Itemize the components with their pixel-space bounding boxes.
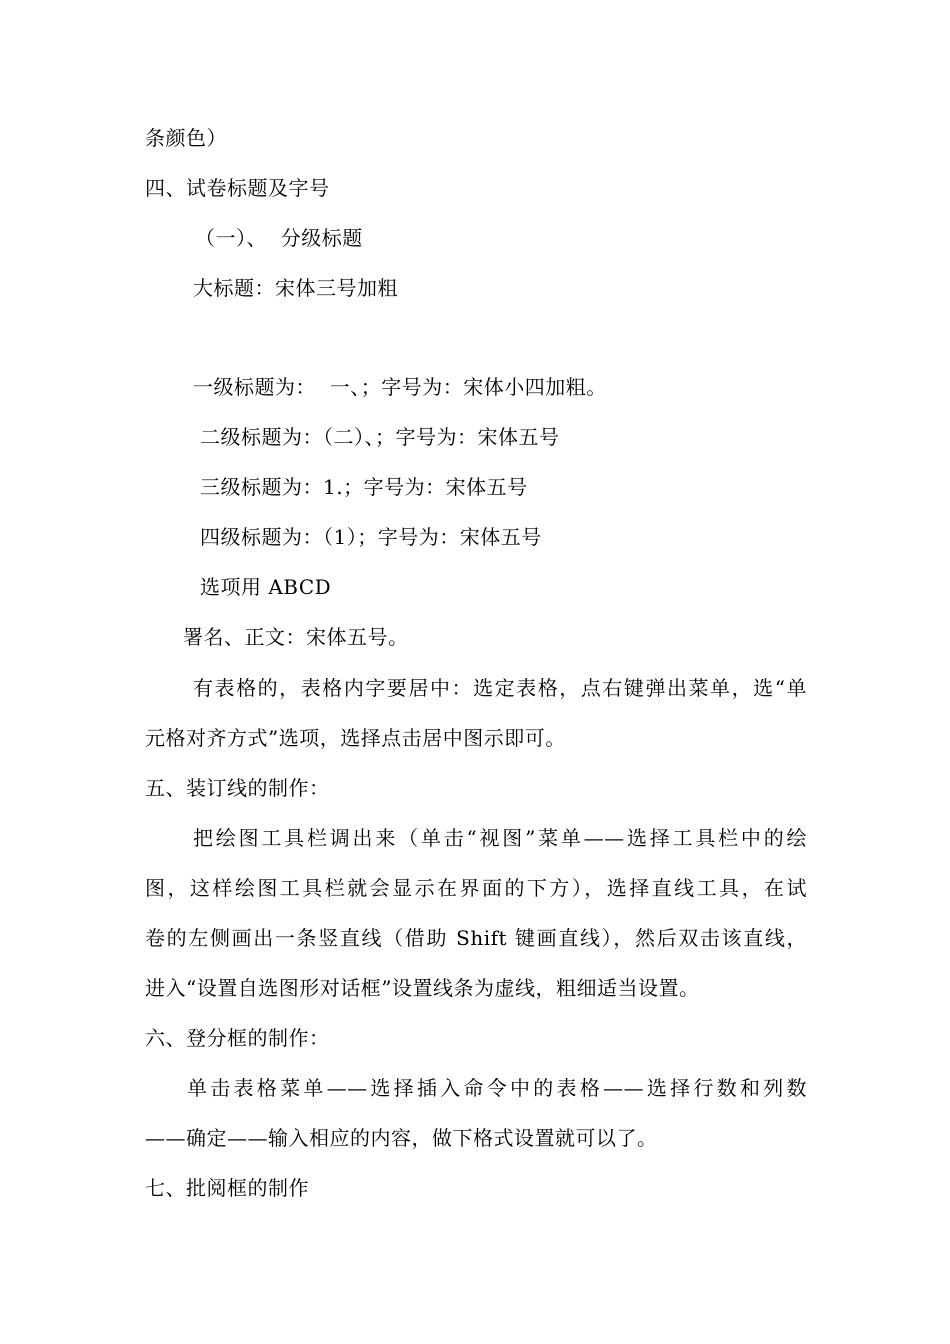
- text-line: 选项用 ABCD: [200, 575, 332, 599]
- text-line: 署名、正文：宋体五号。: [183, 625, 409, 649]
- text-line: 大标题：宋体三号加粗: [193, 276, 398, 300]
- text-line: 一级标题为： 一、；字号为：宋体小四加粗。: [193, 375, 607, 399]
- section-heading: 四、试卷标题及字号: [145, 176, 330, 200]
- paragraph-line: 单击表格菜单——选择插入命令中的表格——选择行数和列数: [187, 1076, 807, 1100]
- paragraph-line: 把绘图工具栏调出来（单击“视图”菜单——选择工具栏中的绘: [193, 826, 807, 850]
- paragraph-line: 有表格的，表格内字要居中：选定表格，点右键弹出菜单，选“单: [193, 676, 807, 700]
- text-line: 二级标题为：（二）、；字号为：宋体五号: [200, 425, 560, 449]
- text-line: 条颜色）: [145, 126, 227, 150]
- subsection-heading: （一）、 分级标题: [195, 226, 363, 250]
- paragraph-line: 图，这样绘图工具栏就会显示在界面的下方），选择直线工具，在试: [145, 876, 807, 900]
- text-line: 三级标题为：1.；字号为：宋体五号: [200, 475, 528, 499]
- section-heading: 六、登分框的制作：: [145, 1026, 330, 1050]
- section-heading: 七、批阅框的制作: [145, 1176, 309, 1200]
- section-heading: 五、装订线的制作：: [145, 776, 330, 800]
- paragraph-line: 进入“设置自选图形对话框”设置线条为虚线，粗细适当设置。: [145, 976, 700, 1000]
- paragraph-line: ——确定——输入相应的内容，做下格式设置就可以了。: [145, 1126, 658, 1150]
- paragraph-line: 元格对齐方式”选项，选择点击居中图示即可。: [145, 726, 566, 750]
- paragraph-line: 卷的左侧画出一条竖直线（借助 Shift 键画直线），然后双击该直线，: [145, 926, 807, 950]
- text-line: 四级标题为：（1）；字号为：宋体五号: [200, 525, 542, 549]
